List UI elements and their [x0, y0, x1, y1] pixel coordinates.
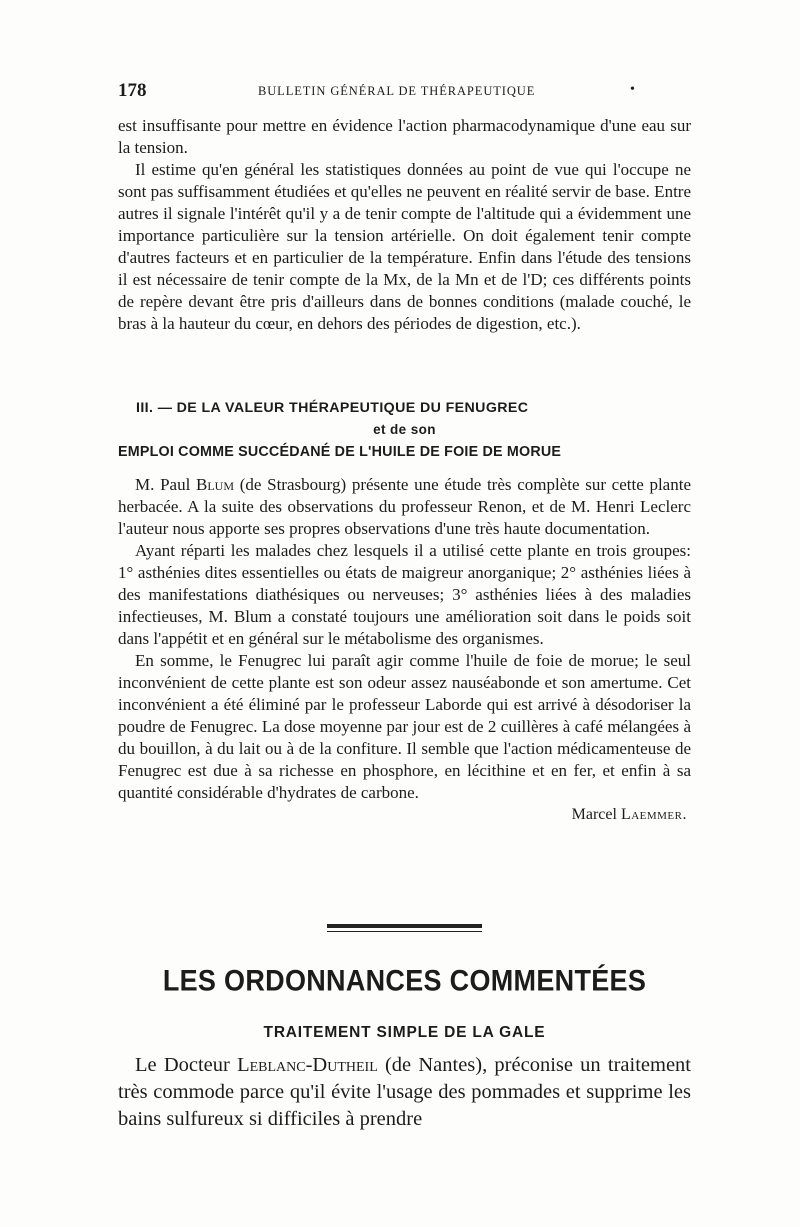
- signature: [118, 806, 691, 824]
- paragraph: Ayant réparti les malades chez lesquels il a utilisé cette plante en trois groupes: 1° asthénies dites essentielles ou états de maigreur anorganique; 2° asthénies liées à des manifestations diathésiques ou nerveuses; 3° asthénies liées à des maladies infectieuses, M. Blum a constaté toujours une amélioration soit dans le poids soit dans l'appétit et en général sur le métabolisme des organismes.: [118, 541, 691, 648]
- section-divider: [327, 924, 482, 932]
- paragraph: [118, 1052, 691, 1133]
- chapter-title: LES ORDONNANCES COMMENTÉES: [162, 964, 647, 998]
- signature-first-name: Marcel: [571, 806, 621, 823]
- paragraph: Il estime qu'en général les statistiques données au point de vue qui l'occupe ne sont pas suffisamment étudiées et qu'elles ne peuvent en réalité servir de base. Entre autres il signale l'intérêt qu'il y a de tenir compte de l'altitude qui a évidemment une importance particulière sur la tension artérielle. On doit également tenir compte d'autres facteurs et en particulier de la température. Enfin dans l'étude des tensions il est nécessaire de tenir compte de la Mx, de la Mn et de l'D; ces différents points de repère devant être pris d'ailleurs dans de bonnes conditions (malade couché, le bras à la hauteur du cœur, en dehors des périodes de digestion, etc.).: [118, 160, 691, 333]
- paragraph: [118, 474, 691, 540]
- running-header: [118, 80, 688, 104]
- fenugrec-section-text: [118, 474, 691, 824]
- author-name: Blum: [196, 475, 235, 494]
- signature-last-name: Laemmer.: [620, 806, 687, 823]
- section-heading: III. — DE LA VALEUR THÉRAPEUTIQUE DU FENUGREC: [136, 400, 529, 416]
- paragraph: En somme, le Fenugrec lui paraît agir comme l'huile de foie de morue; le seul inconvénient de cette plante est son odeur assez nauséabonde et son amertume. Cet inconvénient a été éliminé par le professeur Laborde qui est arrivé à désodoriser la poudre de Fenugrec. La dose moyenne par jour est de 2 cuillères à café mélangées à du bouillon, à du lait ou à de la confiture. Il semble que l'action médicamenteuse de Fenugrec est due à sa richesse en phosphore, en lécithine et en fer, et enfin à sa quantité considérable d'hydrates de carbone.: [118, 651, 691, 802]
- journal-title: BULLETIN GÉNÉRAL DE THÉRAPEUTIQUE: [258, 84, 536, 98]
- divider-thick-line: [327, 924, 482, 928]
- paragraph-text: (de Strasbourg) présente une étude très complète sur cette plante herbacée. A la suite des observations du professeur Renon, et de M. Henri Leclerc l'auteur nous apporte ses propres observations d'une très haute documentation.: [118, 475, 691, 538]
- section-heading-connector: et de son: [373, 422, 436, 437]
- paragraph-text: M. Paul: [135, 475, 196, 494]
- paragraph-text: (de Nantes), préconise un traitement très commode parce qu'il évite l'usage des pommades et supprime les bains sulfureux si difficiles à prendre: [118, 1054, 691, 1130]
- section-heading-continued: EMPLOI COMME SUCCÉDANÉ DE L'HUILE DE FOIE DE MORUE: [118, 444, 562, 460]
- article-subtitle: TRAITEMENT SIMPLE DE LA GALE: [263, 1024, 546, 1041]
- ordonnances-text: [118, 1052, 691, 1133]
- previous-section-text: [118, 115, 691, 335]
- doctor-name: Leblanc-Dutheil: [237, 1054, 378, 1076]
- paragraph: est insuffisante pour mettre en évidence l'action pharmacodynamique d'une eau sur la tension.: [118, 116, 691, 157]
- page-number: 178: [118, 80, 147, 101]
- divider-thin-line: [327, 931, 482, 932]
- header-dot: •: [630, 82, 635, 97]
- paragraph-text: Le Docteur: [135, 1054, 238, 1076]
